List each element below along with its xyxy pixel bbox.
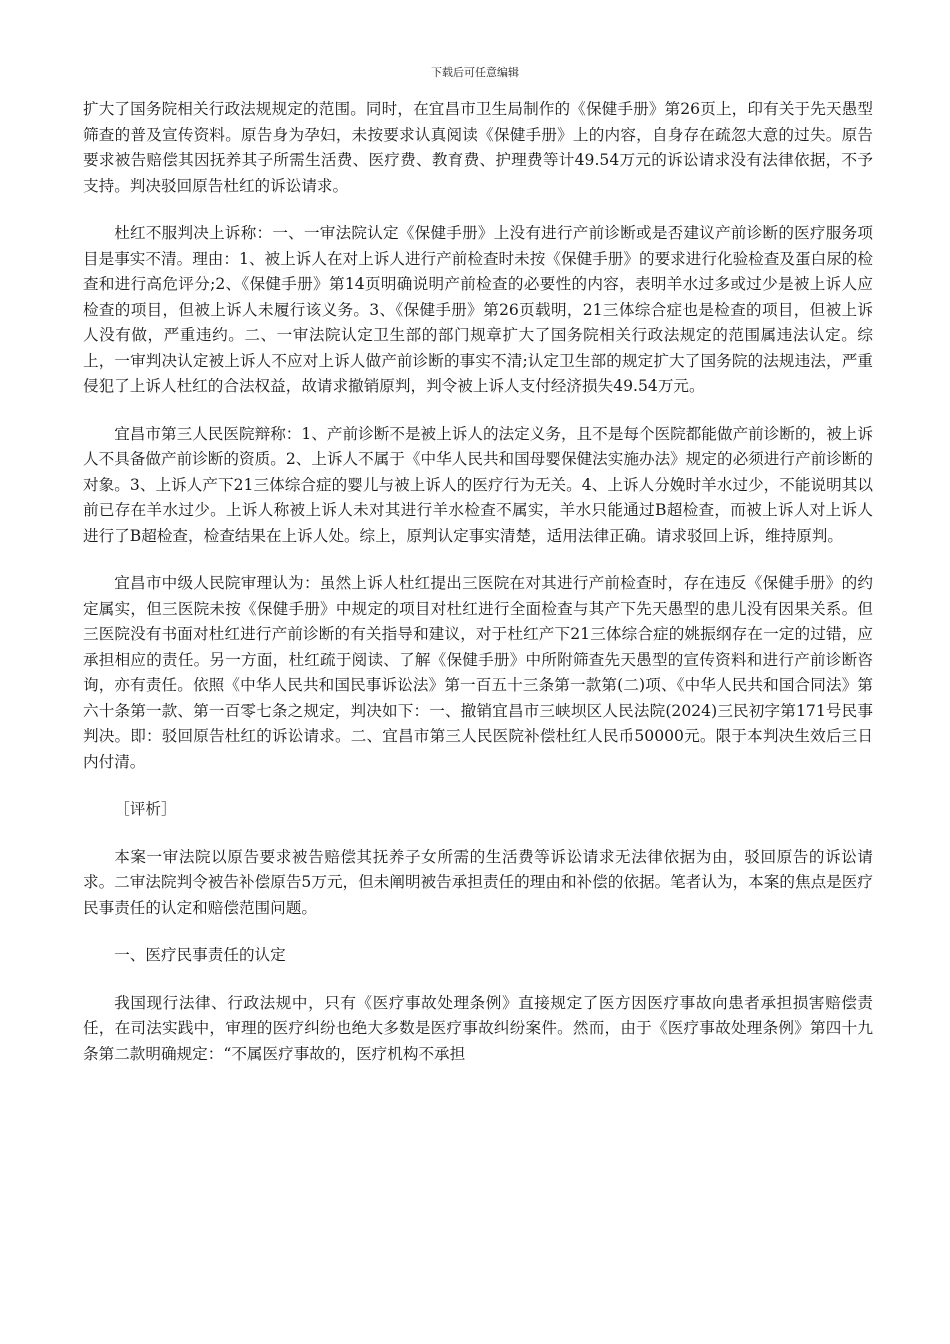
- paragraph-appeal: 杜红不服判决上诉称：一、一审法院认定《保健手册》上没有进行产前诊断或是否建议产前诊断的医疗服务项目是事实不清。理由：1、被上诉人在对上诉人进行产前检查时未按《保健手册》的要求进行化验检查及蛋白尿的检查和进行高危评分;2、《保健手册》第14页明确说明产前检查的必要性的内容，表明羊水过多或过少是被上诉人应检查的项目，但被上诉人未履行该义务。3、《保健手册》第26页载明，21三体综合症也是检查的项目，但被上诉人没有做，严重违约。二、一审法院认定卫生部的部门规章扩大了国务院相关行政法规定的范围属违法认定。综上，一审判决认定被上诉人不应对上诉人做产前诊断的事实不清;认定卫生部的规定扩大了国务院的法规违法，严重侵犯了上诉人杜红的合法权益，故请求撤销原判，判令被上诉人支付经济损失49.54万元。: [83, 224, 873, 395]
- page-header: 下载后可任意编辑: [431, 66, 519, 79]
- paragraph-defense: 宜昌市第三人民医院辩称：1、产前诊断不是被上诉人的法定义务，且不是每个医院都能做产前诊断的，被上诉人不具备做产前诊断的资质。2、上诉人不属于《中华人民共和国母婴保健法实施办法》规定的必须进行产前诊断的对象。3、上诉人产下21三体综合症的婴儿与被上诉人的医疗行为无关。4、上诉人分娩时羊水过少，不能说明其以前已存在羊水过少。上诉人称被上诉人未对其进行羊水检查不属实，羊水只能通过B超检查，而被上诉人对上诉人进行了B超检查，检查结果在上诉人处。综上，原判认定事实清楚，适用法律正确。请求驳回上诉，维持原判。: [83, 424, 873, 545]
- paragraph-first-instance-judgment: 扩大了国务院相关行政法规规定的范围。同时，在宜昌市卫生局制作的《保健手册》第26页上，印有关于先天愚型筛查的普及宣传资料。原告身为孕妇，未按要求认真阅读《保健手册》上的内容，自身存在疏忽大意的过失。原告要求被告赔偿其因抚养其子所需生活费、医疗费、教育费、护理费等计49.54万元的诉讼请求没有法律依据，不予支持。判决驳回原告杜红的诉讼请求。: [83, 100, 873, 195]
- paragraph-liability: 我国现行法律、行政法规中，只有《医疗事故处理条例》直接规定了医方因医疗事故向患者承担损害赔偿责任，在司法实践中，审理的医疗纠纷也绝大多数是医疗事故纠纷案件。然而，由于《医疗事故处理条例》第四十九条第二款明确规定：“不属医疗事故的，医疗机构不承担: [83, 993, 873, 1063]
- document-body: [83, 97, 873, 1067]
- paragraph-second-instance-ruling: 宜昌市中级人民院审理认为：虽然上诉人杜红提出三医院在对其进行产前检查时，存在违反《保健手册》的约定属实，但三医院未按《保健手册》中规定的项目对杜红进行全面检查与其产下先天愚型的患儿没有因果关系。但三医院没有书面对杜红进行产前诊断的有关指导和建议，对于杜红产下21三体综合症的姚振纲存在一定的过错，应承担相应的责任。另一方面，杜红疏于阅读、了解《保健手册》中所附筛查先天愚型的宣传资料和进行产前诊断咨询，亦有责任。依照《中华人民共和国民事诉讼法》第一百五十三条第一款第(二)项、《中华人民共和国合同法》第六十条第一款、第一百零七条之规定，判决如下：一、撤销宜昌市三峡坝区人民法院(2024)三民初字第171号民事判决。即：驳回原告杜红的诉讼请求。二、宜昌市第三人民医院补偿杜红人民币50000元。限于本判决生效后三日内付清。: [83, 574, 873, 771]
- section-heading-liability: 一、医疗民事责任的认定: [114, 946, 286, 964]
- paragraph-commentary: 本案一审法院以原告要求被告赔偿其抚养子女所需的生活费等诉讼请求无法律依据为由，驳回原告的诉讼请求。二审法院判令被告补偿原告5万元，但未阐明被告承担责任的理由和补偿的依据。笔者认为，本案的焦点是医疗民事责任的认定和赔偿范围问题。: [83, 847, 873, 917]
- section-heading-commentary: ［评析］: [114, 800, 177, 818]
